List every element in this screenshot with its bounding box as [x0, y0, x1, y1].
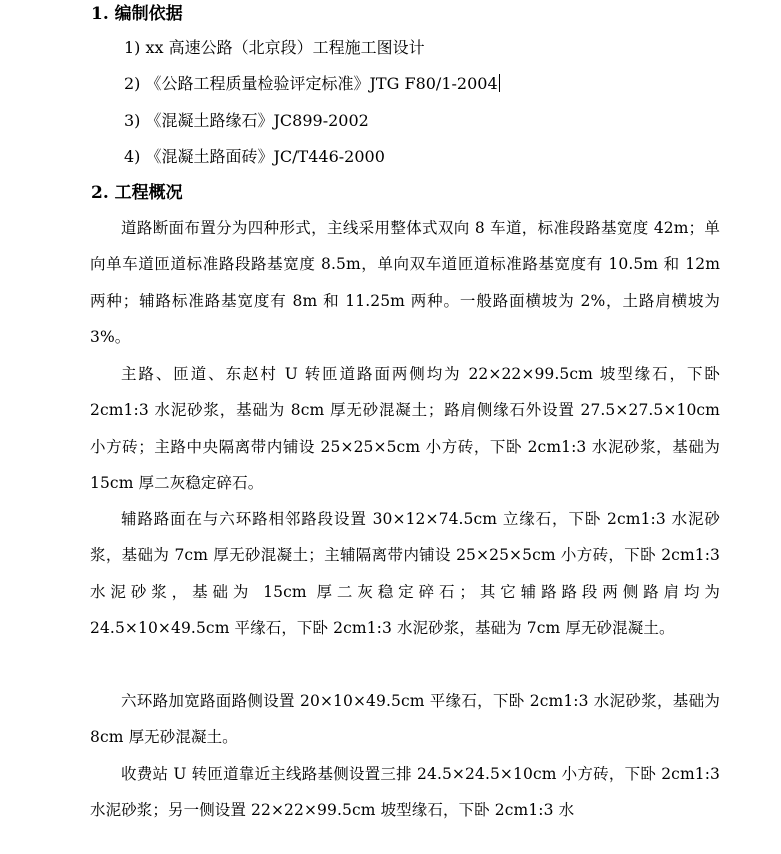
overview-paragraph-3: 辅路路面在与六环路相邻路段设置 30×12×74.5cm 立缘石，下卧 2cm1:3 水泥砂浆，基础为 7cm 厚无砂混凝土；主辅隔离带内铺设 25×25×5cm 小方砖，下卧 2cm1:3 水泥砂浆，基础为 15cm 厚二灰稳定碎石；其它辅路路段两侧路肩均为 24.5×10×49.5cm 平缘石，下卧 2cm1:3 水泥砂浆，基础为 7cm 厚无砂混凝土。 [90, 510, 720, 637]
reference-item-2 [124, 73, 500, 95]
reference-item-2-text: 2) 《公路工程质量检验评定标准》JTG F80/1-2004 [124, 74, 498, 93]
overview-paragraph-4: 六环路加宽路面路侧设置 20×10×49.5cm 平缘石，下卧 2cm1:3 水泥砂浆，基础为 8cm 厚无砂混凝土。 [90, 692, 720, 747]
overview-paragraph-1: 道路断面布置分为四种形式，主线采用整体式双向 8 车道，标准段路基宽度 42m；单向单车道匝道标准路段路基宽度 8.5m，单向双车道匝道标准路基宽度有 10.5m 和 12m 两种；辅路标准路基宽度有 8m 和 11.25m 两种。一般路面横坡为 2%，土路肩横坡为 3%。 [90, 219, 720, 346]
reference-item-3: 3) 《混凝土路缘石》JC899-2002 [124, 111, 369, 130]
section-heading-basis: 1. 编制依据 [91, 4, 183, 24]
text-cursor [499, 74, 500, 92]
overview-paragraph-5: 收费站 U 转匝道靠近主线路基侧设置三排 24.5×24.5×10cm 小方砖，下卧 2cm1:3 水泥砂浆；另一侧设置 22×22×99.5cm 坡型缘石，下卧 2cm1:3 水 [90, 765, 720, 820]
section-heading-overview: 2. 工程概况 [91, 183, 183, 203]
reference-item-4: 4) 《混凝土路面砖》JC/T446-2000 [124, 147, 385, 166]
reference-item-1: 1) xx 高速公路（北京段）工程施工图设计 [124, 38, 425, 57]
overview-paragraph-2: 主路、匝道、东赵村 U 转匝道路面两侧均为 22×22×99.5cm 坡型缘石，下卧 2cm1:3 水泥砂浆，基础为 8cm 厚无砂混凝土；路肩侧缘石外设置 27.5×27.5×10cm 小方砖；主路中央隔离带内铺设 25×25×5cm 小方砖，下卧 2cm1:3 水泥砂浆，基础为 15cm 厚二灰稳定碎石。 [90, 365, 720, 492]
